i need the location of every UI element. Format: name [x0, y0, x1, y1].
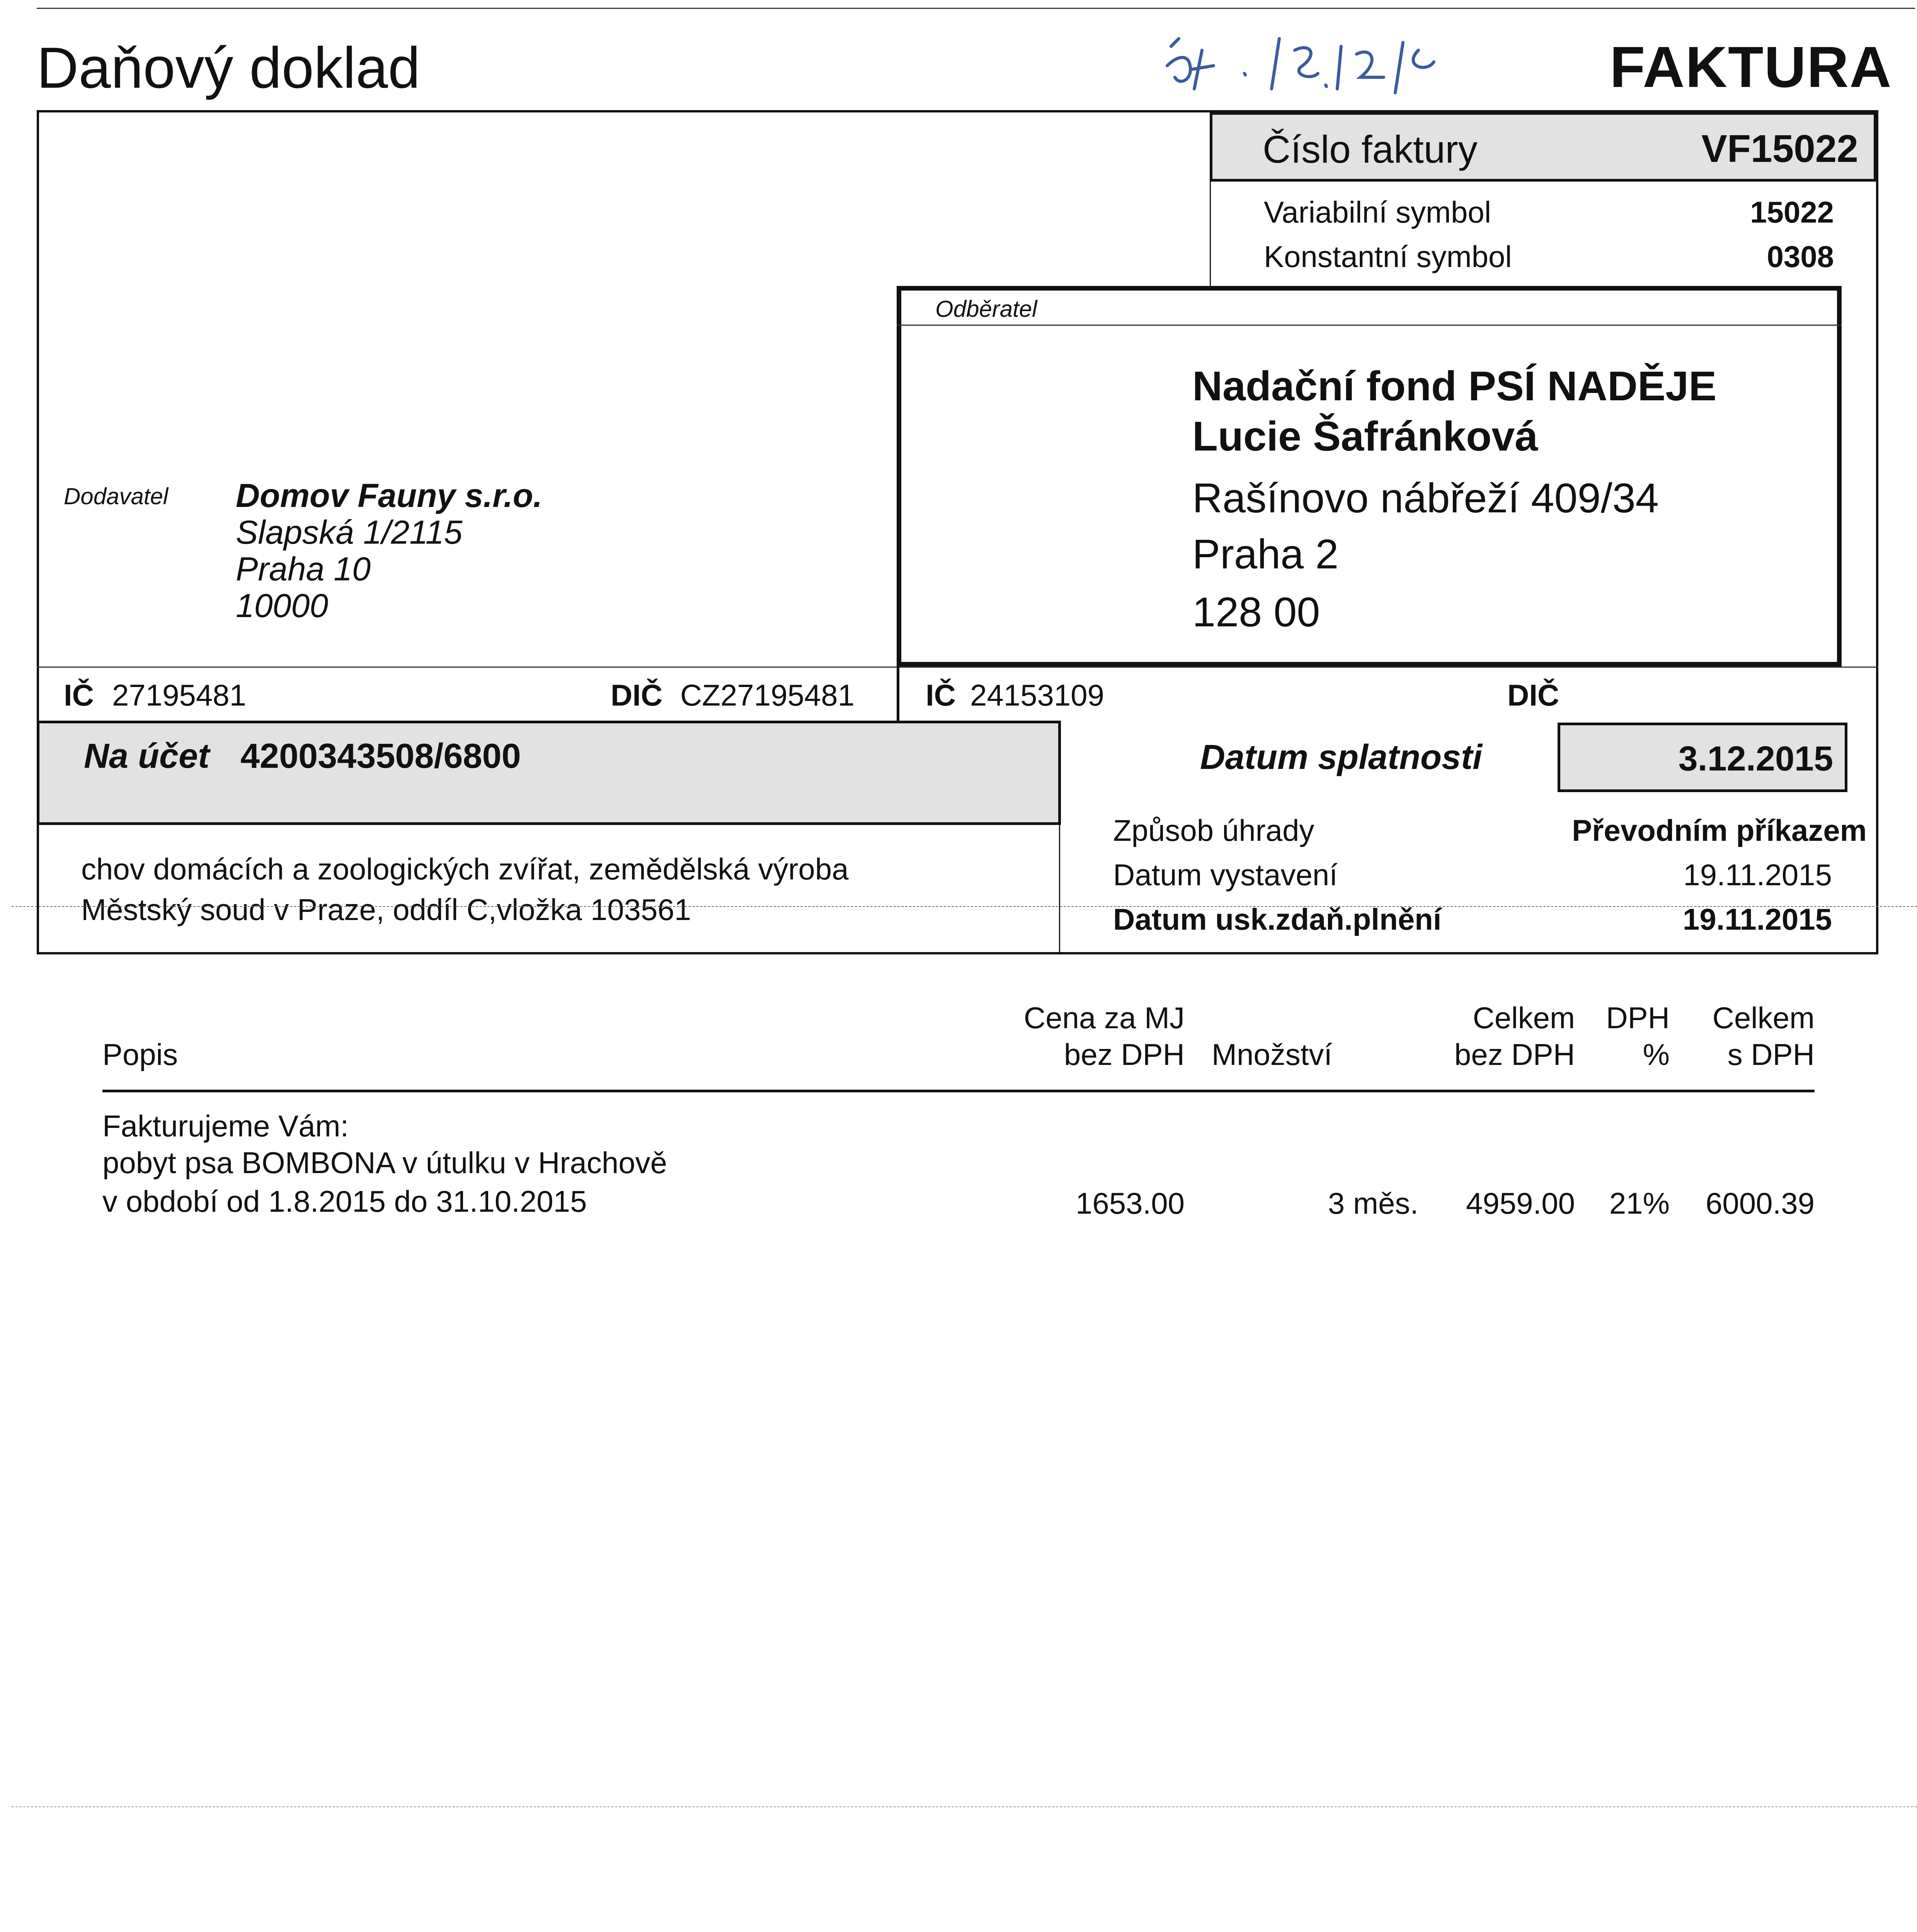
constant-symbol-label: Konstantní symbol: [1264, 240, 1512, 274]
col-total-gross-2: s DPH: [1727, 1037, 1815, 1071]
item-total-gross: 6000.39: [1706, 1186, 1815, 1220]
customer-ic: 24153109: [970, 678, 1105, 712]
bank-account: 4200343508/6800: [240, 737, 521, 776]
item-qty: 3 měs.: [1328, 1186, 1418, 1220]
supplier-zip: 10000: [236, 587, 329, 624]
customer-contact: Lucie Šafránková: [1192, 413, 1538, 459]
customer-label: Odběratel: [935, 296, 1037, 322]
col-vat-2: %: [1643, 1037, 1670, 1071]
col-total-net-1: Celkem: [1473, 1001, 1575, 1035]
supplier-ic: 27195481: [112, 678, 247, 712]
item-desc-line-3: v období od 1.8.2015 do 31.10.2015: [102, 1184, 587, 1218]
bank-label: Na účet: [84, 737, 210, 776]
invoice-number-label: Číslo faktury: [1263, 128, 1478, 171]
customer-city: Praha 2: [1192, 531, 1339, 577]
invoice-number: VF15022: [1701, 127, 1858, 170]
col-qty: Množství: [1212, 1037, 1333, 1071]
supplier-city: Praha 10: [236, 551, 371, 588]
col-total-net-2: bez DPH: [1454, 1037, 1575, 1071]
supplier-dic: CZ27195481: [680, 678, 855, 712]
customer-street: Rašínovo nábřeží 409/34: [1192, 474, 1659, 521]
col-total-gross-1: Celkem: [1712, 1001, 1815, 1035]
issue-date-label: Datum vystavení: [1113, 858, 1338, 892]
col-vat-1: DPH: [1606, 1001, 1670, 1035]
customer-name: Nadační fond PSÍ NADĚJE: [1192, 362, 1717, 409]
document-type: Daňový doklad: [37, 35, 421, 100]
document-title: FAKTURA: [1610, 34, 1892, 99]
bank-account-box: [37, 721, 1061, 825]
taxable-date: 19.11.2015: [1682, 902, 1832, 936]
taxable-date-label: Datum usk.zdaň.plnění: [1113, 902, 1442, 936]
supplier-label: Dodavatel: [64, 483, 169, 509]
variable-symbol-label: Variabilní symbol: [1264, 195, 1491, 229]
col-desc: Popis: [102, 1037, 178, 1071]
due-date-box: [1558, 723, 1847, 792]
supplier-ic-label: IČ: [64, 678, 94, 712]
variable-symbol: 15022: [1750, 195, 1834, 229]
payment-method: Převodním příkazem: [1572, 813, 1867, 847]
due-date-label: Datum splatnosti: [1200, 738, 1483, 777]
customer-zip: 128 00: [1192, 588, 1320, 635]
payment-method-label: Způsob úhrady: [1113, 813, 1314, 847]
supplier-street: Slapská 1/2115: [236, 514, 463, 551]
supplier-name: Domov Fauny s.r.o.: [236, 477, 543, 514]
item-unit-price: 1653.00: [1076, 1186, 1185, 1220]
supplier-dic-label: DIČ: [611, 678, 663, 712]
business-activity: chov domácích a zoologických zvířat, zemědělská výroba: [81, 852, 849, 886]
item-desc-line-1: Fakturujeme Vám:: [102, 1109, 349, 1143]
issue-date: 19.11.2015: [1683, 858, 1832, 892]
col-unit-price-2: bez DPH: [1064, 1037, 1185, 1071]
customer-ic-label: IČ: [926, 678, 956, 712]
col-unit-price-1: Cena za MJ: [1023, 1001, 1185, 1035]
customer-dic-label: DIČ: [1507, 678, 1559, 712]
invoice-number-box: [1210, 112, 1876, 182]
handwritten-note: [1156, 23, 1503, 100]
item-total-net: 4959.00: [1466, 1186, 1575, 1220]
item-desc-line-2: pobyt psa BOMBONA v útulku v Hrachově: [102, 1146, 667, 1180]
due-date: 3.12.2015: [1678, 740, 1833, 778]
item-vat: 21%: [1609, 1186, 1670, 1220]
constant-symbol: 0308: [1767, 240, 1834, 274]
business-registry: Městský soud v Praze, oddíl C,vložka 103561: [81, 893, 691, 927]
